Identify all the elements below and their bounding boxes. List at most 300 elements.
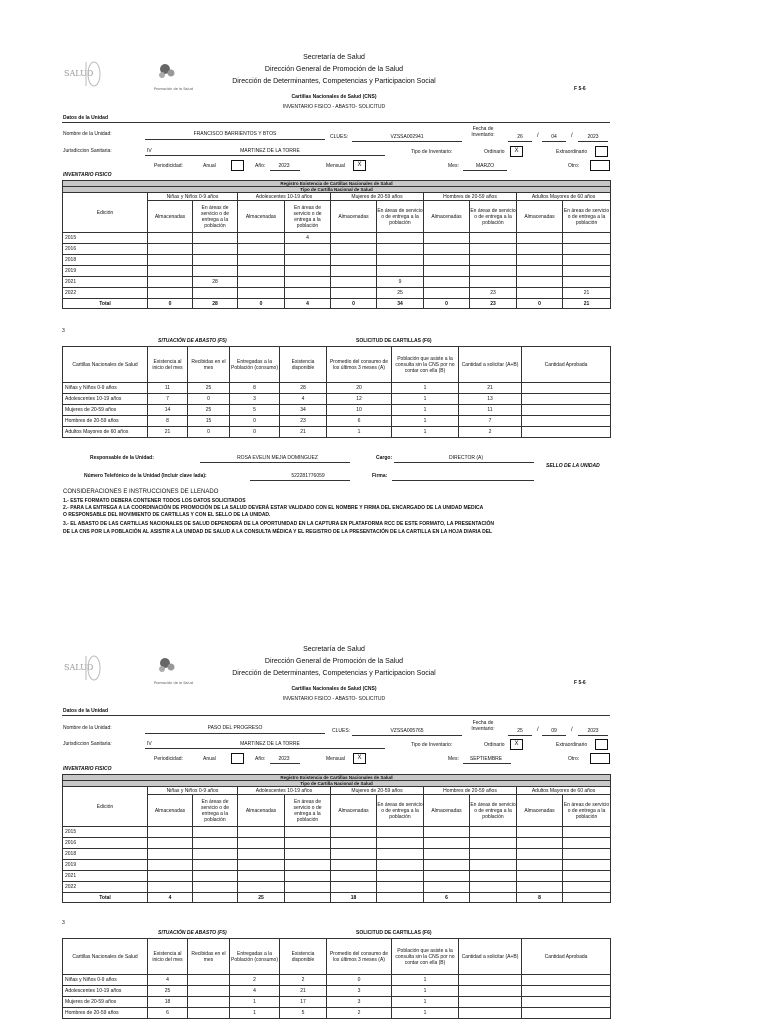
abasto-cell[interactable] xyxy=(522,416,611,427)
table-row xyxy=(63,233,611,244)
extraordinario-checkbox[interactable] xyxy=(595,146,608,157)
abasto-header: Población que asiste a la consulta sin la CNS por no contar con ella (B) xyxy=(392,939,459,975)
telefono-value: 522281776059 xyxy=(291,473,325,479)
table-row xyxy=(63,871,611,882)
abasto-cell[interactable]: 25 xyxy=(148,986,188,997)
sub-header-almacenadas: Almacenadas xyxy=(148,795,193,827)
clues-label: CLUES: xyxy=(330,134,349,140)
abasto-cell[interactable]: 1 xyxy=(327,427,392,438)
abasto-cell[interactable]: 4 xyxy=(148,975,188,986)
inventory-cell[interactable] xyxy=(285,255,331,266)
abasto-cell[interactable]: 13 xyxy=(459,394,522,405)
inventory-cell[interactable] xyxy=(331,266,377,277)
abasto-cell[interactable]: 1 xyxy=(392,1008,459,1019)
abasto-cell[interactable]: 4 xyxy=(280,394,327,405)
inventory-cell[interactable] xyxy=(563,266,611,277)
abasto-cell[interactable] xyxy=(459,997,522,1008)
clues-value: VZSSA005765 xyxy=(390,728,424,734)
abasto-cell[interactable]: 1 xyxy=(230,997,280,1008)
edition-header: Edición xyxy=(63,193,148,233)
inventory-cell[interactable] xyxy=(517,277,563,288)
inventory-cell[interactable] xyxy=(517,882,563,893)
inventory-cell[interactable] xyxy=(193,827,238,838)
abasto-cell[interactable]: 5 xyxy=(230,405,280,416)
abasto-cell[interactable]: 6 xyxy=(327,416,392,427)
abasto-cell[interactable]: 4 xyxy=(230,986,280,997)
inventory-cell[interactable] xyxy=(563,838,611,849)
abasto-cell[interactable]: 21 xyxy=(280,986,327,997)
inventory-cell[interactable] xyxy=(193,860,238,871)
inventory-cell[interactable] xyxy=(148,860,193,871)
anual-checkbox[interactable] xyxy=(231,160,244,171)
abasto-header: Recibidas en el mes xyxy=(188,939,230,975)
inventory-cell[interactable] xyxy=(563,849,611,860)
inventory-cell[interactable] xyxy=(470,244,517,255)
inventory-cell[interactable] xyxy=(424,838,470,849)
abasto-cell[interactable]: 21 xyxy=(148,427,188,438)
unit-name-label: Nombre de la Unidad: xyxy=(63,131,112,137)
inventory-cell[interactable] xyxy=(377,871,424,882)
abasto-header: Cartillas Nacionales de Salud xyxy=(63,939,148,975)
inventory-cell[interactable] xyxy=(563,827,611,838)
instruction-item: 3.- EL ABASTO DE LAS CARTILLAS NACIONALES DE SALUD DEPENDERÁ DE LA OPORTUNIDAD EN LA CAPTURA EN PLATAFORMA RCC DE ESTE FORMATO, LA PRESENTACIÓN xyxy=(63,521,495,527)
abasto-header: Entregadas a la Población (consumo) xyxy=(230,347,280,383)
inventory-cell[interactable] xyxy=(563,882,611,893)
inventory-cell[interactable] xyxy=(470,871,517,882)
inventory-cell[interactable] xyxy=(377,244,424,255)
total-cell: 8 xyxy=(517,893,563,903)
inventory-cell[interactable] xyxy=(517,860,563,871)
inventory-cell[interactable] xyxy=(470,860,517,871)
abasto-cell[interactable]: 15 xyxy=(188,416,230,427)
table-row xyxy=(63,860,611,871)
abasto-cell[interactable]: 2 xyxy=(459,427,522,438)
inventory-cell[interactable] xyxy=(517,244,563,255)
abasto-cell[interactable]: 0 xyxy=(230,416,280,427)
inventory-cell[interactable] xyxy=(517,838,563,849)
inventory-cell[interactable] xyxy=(238,882,285,893)
abasto-header: Cantidad a solicitar (A+B) xyxy=(459,939,522,975)
abasto-cell[interactable]: 0 xyxy=(188,427,230,438)
abasto-cell[interactable]: 0 xyxy=(327,975,392,986)
abasto-row-label: Adultos Mayores de 60 años xyxy=(63,427,148,438)
fecha-label: Fecha de Inventario: xyxy=(471,126,495,138)
fecha-slash-2: / xyxy=(571,133,573,139)
fecha-day: 25 xyxy=(517,728,523,734)
inventory-cell[interactable] xyxy=(238,244,285,255)
inventory-cell[interactable] xyxy=(331,849,377,860)
cargo-label: Cargo: xyxy=(376,455,393,461)
abasto-cell[interactable]: 17 xyxy=(280,997,327,1008)
inventory-cell[interactable] xyxy=(193,255,238,266)
inventory-cell[interactable] xyxy=(517,233,563,244)
inventory-cell[interactable] xyxy=(148,838,193,849)
inventory-cell[interactable] xyxy=(193,871,238,882)
inventory-cell[interactable] xyxy=(377,233,424,244)
inventory-cell[interactable] xyxy=(377,827,424,838)
inventory-cell[interactable] xyxy=(563,277,611,288)
inventory-cell[interactable] xyxy=(193,882,238,893)
juris-num: IV xyxy=(147,148,152,154)
total-cell: 28 xyxy=(193,299,238,309)
header-line-2: Dirección General de Promoción de la Salud xyxy=(264,66,404,73)
inventory-cell[interactable] xyxy=(148,233,193,244)
inventory-cell[interactable] xyxy=(148,871,193,882)
anual-checkbox[interactable] xyxy=(231,753,244,764)
abasto-row-label: Mujeres de 20-59 años xyxy=(63,405,148,416)
abasto-title-f6: SOLICITUD DE CARTILLAS (F6) xyxy=(356,930,432,936)
inventory-cell[interactable] xyxy=(285,860,331,871)
inventory-cell[interactable]: 4 xyxy=(285,233,331,244)
inventory-cell[interactable] xyxy=(424,255,470,266)
sub-header-areas: En áreas de servicio o de entrega a la población xyxy=(470,795,517,827)
mes-label: Mes: xyxy=(448,756,459,762)
abasto-cell[interactable]: 1 xyxy=(392,394,459,405)
juris-name: MARTINEZ DE LA TORRE xyxy=(240,741,300,747)
juris-label: Jurisdiccion Sanitaria: xyxy=(63,148,112,154)
inventory-cell[interactable] xyxy=(424,266,470,277)
abasto-cell[interactable]: 3 xyxy=(327,997,392,1008)
abasto-cell[interactable]: 3 xyxy=(230,394,280,405)
inventory-cell[interactable] xyxy=(193,288,238,299)
inventory-cell[interactable] xyxy=(238,838,285,849)
abasto-cell[interactable]: 25 xyxy=(188,405,230,416)
abasto-header: Cartillas Nacionales de Salud xyxy=(63,347,148,383)
cargo-value: DIRECTOR (A) xyxy=(448,455,484,461)
abasto-cell[interactable] xyxy=(522,975,611,986)
form-code: F 5-6 xyxy=(574,86,586,92)
edition-cell: 2018 xyxy=(63,255,148,266)
inventory-footnote: 3 xyxy=(62,920,65,926)
sub-header-almacenadas: Almacenadas xyxy=(238,795,285,827)
inventory-cell[interactable] xyxy=(148,255,193,266)
inventory-cell[interactable] xyxy=(377,860,424,871)
total-label: Total xyxy=(63,893,148,903)
inventory-cell[interactable] xyxy=(377,882,424,893)
total-cell: 23 xyxy=(470,299,517,309)
inventory-cell[interactable] xyxy=(285,288,331,299)
inventory-cell[interactable] xyxy=(238,849,285,860)
juris-label: Jurisdiccion Sanitaria: xyxy=(63,741,112,747)
inventory-cell[interactable] xyxy=(377,255,424,266)
abasto-cell[interactable]: 20 xyxy=(327,383,392,394)
inventory-cell[interactable] xyxy=(563,871,611,882)
abasto-cell[interactable]: 2 xyxy=(230,975,280,986)
abasto-cell[interactable] xyxy=(522,394,611,405)
abasto-cell[interactable]: 5 xyxy=(280,1008,327,1019)
inventory-cell[interactable] xyxy=(563,233,611,244)
abasto-cell[interactable] xyxy=(522,997,611,1008)
inventory-cell[interactable] xyxy=(424,277,470,288)
fecha-slash-2: / xyxy=(571,727,573,733)
inventory-cell[interactable] xyxy=(424,233,470,244)
inventory-cell[interactable] xyxy=(331,827,377,838)
mensual-checkbox[interactable]: X xyxy=(353,160,366,171)
inventory-cell[interactable] xyxy=(238,827,285,838)
abasto-cell[interactable] xyxy=(188,997,230,1008)
abasto-cell[interactable] xyxy=(459,1008,522,1019)
inventory-cell[interactable] xyxy=(517,827,563,838)
abasto-cell[interactable] xyxy=(522,1008,611,1019)
inventory-cell[interactable] xyxy=(470,882,517,893)
group-header: Mujeres de 20-59 años xyxy=(331,787,424,795)
inventory-cell[interactable] xyxy=(148,288,193,299)
inventory-cell[interactable] xyxy=(470,277,517,288)
abasto-cell[interactable]: 11 xyxy=(459,405,522,416)
otro-field[interactable] xyxy=(590,160,610,171)
abasto-cell[interactable]: 11 xyxy=(148,383,188,394)
abasto-cell[interactable]: 21 xyxy=(280,427,327,438)
telefono-label: Número Telefónico de la Unidad (Incluir clave lada): xyxy=(84,473,207,479)
inventory-cell[interactable]: 28 xyxy=(193,277,238,288)
inventory-cell[interactable] xyxy=(470,233,517,244)
abasto-cell[interactable] xyxy=(459,986,522,997)
total-cell: 4 xyxy=(148,893,193,903)
total-cell: 0 xyxy=(331,299,377,309)
abasto-row-label: Niñas y Niños 0-9 años xyxy=(63,383,148,394)
inventory-cell[interactable] xyxy=(470,838,517,849)
unit-name-value: PASO DEL PROGRESO xyxy=(207,725,263,731)
anio-value: 2023 xyxy=(278,756,290,762)
unit-name-label: Nombre de la Unidad: xyxy=(63,725,112,731)
inventory-cell[interactable] xyxy=(563,255,611,266)
sub-header-almacenadas: Almacenadas xyxy=(148,201,193,233)
abasto-cell[interactable] xyxy=(522,986,611,997)
abasto-cell[interactable]: 0 xyxy=(188,394,230,405)
inventory-cell[interactable] xyxy=(424,871,470,882)
inventory-cell[interactable] xyxy=(517,255,563,266)
abasto-cell[interactable]: 8 xyxy=(230,383,280,394)
prom-logo-text: Promoción de la Salud xyxy=(154,87,193,91)
total-cell: 4 xyxy=(285,299,331,309)
abasto-cell[interactable]: 28 xyxy=(280,383,327,394)
inventory-cell[interactable] xyxy=(563,860,611,871)
abasto-table xyxy=(62,346,611,438)
responsable-value: ROSA EVELIN MEJIA DOMINGUEZ xyxy=(237,455,318,461)
edition-cell: 2018 xyxy=(63,849,148,860)
sub-header-areas: En áreas de servicio o de entrega a la población xyxy=(377,201,424,233)
abasto-cell[interactable] xyxy=(522,383,611,394)
inventory-table xyxy=(62,774,611,903)
abasto-cell[interactable]: 1 xyxy=(230,1008,280,1019)
table-row xyxy=(63,975,611,986)
inventory-cell[interactable] xyxy=(238,233,285,244)
group-header: Hombres de 20-59 años xyxy=(424,193,517,201)
inventory-cell[interactable] xyxy=(238,255,285,266)
abasto-cell[interactable] xyxy=(188,1008,230,1019)
header-line-1: Secretaría de Salud xyxy=(303,54,365,61)
abasto-cell[interactable]: 7 xyxy=(148,394,188,405)
inventory-cell[interactable] xyxy=(285,838,331,849)
inventory-cell[interactable] xyxy=(424,882,470,893)
inventory-cell[interactable] xyxy=(331,860,377,871)
edition-header: Edición xyxy=(63,787,148,827)
promocion-salud-logo-icon xyxy=(152,654,193,688)
inventory-cell[interactable] xyxy=(238,288,285,299)
edition-cell: 2016 xyxy=(63,838,148,849)
abasto-cell[interactable]: 21 xyxy=(459,383,522,394)
edition-cell: 2022 xyxy=(63,882,148,893)
inventory-cell[interactable] xyxy=(331,244,377,255)
abasto-cell[interactable]: 6 xyxy=(148,1008,188,1019)
inventory-cell[interactable] xyxy=(331,288,377,299)
inventory-cell[interactable] xyxy=(238,871,285,882)
inventory-cell[interactable] xyxy=(148,849,193,860)
abasto-cell[interactable]: 25 xyxy=(188,383,230,394)
inventory-cell[interactable] xyxy=(148,827,193,838)
inventory-cell[interactable] xyxy=(331,233,377,244)
otro-label: Otro: xyxy=(568,756,580,762)
inventory-cell[interactable] xyxy=(193,849,238,860)
instruction-item: DE LA CNS POR LA POBLACIÓN AL ASISTIR A LA UNIDAD DE SALUD A LA CONSULTA MÉDICA Y EL REGISTRO DE LA PRESENTACIÓN DE LA CARTILLA EN LA HOJA DIARIA DEL xyxy=(63,529,493,535)
abasto-cell[interactable]: 14 xyxy=(148,405,188,416)
abasto-cell[interactable]: 1 xyxy=(392,383,459,394)
sub-header-areas: En áreas de servicio o de entrega a la población xyxy=(563,201,611,233)
inventory-cell[interactable] xyxy=(238,266,285,277)
inventory-cell[interactable]: 9 xyxy=(377,277,424,288)
inventory-cell[interactable] xyxy=(331,277,377,288)
abasto-cell[interactable]: 3 xyxy=(327,986,392,997)
table-row xyxy=(63,288,611,299)
abasto-cell[interactable] xyxy=(188,986,230,997)
inventory-cell[interactable] xyxy=(148,244,193,255)
inventory-cell[interactable] xyxy=(377,849,424,860)
inventory-cell[interactable] xyxy=(517,849,563,860)
abasto-row-label: Adolescentes 10-19 años xyxy=(63,394,148,405)
inventory-cell[interactable] xyxy=(285,849,331,860)
inventory-cell[interactable] xyxy=(470,827,517,838)
inventory-cell[interactable]: 25 xyxy=(377,288,424,299)
inventory-cell[interactable] xyxy=(424,849,470,860)
table-row xyxy=(63,244,611,255)
abasto-cell[interactable]: 2 xyxy=(280,975,327,986)
inventory-cell[interactable] xyxy=(148,882,193,893)
inventory-cell[interactable] xyxy=(193,838,238,849)
inventory-cell[interactable] xyxy=(331,255,377,266)
inventory-cell[interactable] xyxy=(238,277,285,288)
anual-label: Anual xyxy=(203,756,216,762)
inventory-cell[interactable] xyxy=(285,882,331,893)
instructions-title: CONSIDERACIONES E INSTRUCCIONES DE LLENADO xyxy=(63,489,219,495)
abasto-table xyxy=(62,938,611,1019)
anio-label: Año: xyxy=(255,756,266,762)
sub-header-areas: En áreas de servicio o de entrega a la población xyxy=(285,201,331,233)
abasto-cell[interactable] xyxy=(188,975,230,986)
abasto-row-label: Adolescentes 10-19 años xyxy=(63,986,148,997)
abasto-cell[interactable]: 18 xyxy=(148,997,188,1008)
form-code: F 5-6 xyxy=(574,680,586,686)
abasto-title-f6: SOLICITUD DE CARTILLAS (F6) xyxy=(356,338,432,344)
abasto-cell[interactable]: 8 xyxy=(148,416,188,427)
abasto-cell[interactable]: 10 xyxy=(327,405,392,416)
inventory-cell[interactable] xyxy=(193,244,238,255)
inventory-cell[interactable]: 21 xyxy=(563,288,611,299)
inventory-cell[interactable] xyxy=(148,266,193,277)
inventory-cell[interactable]: 23 xyxy=(470,288,517,299)
inventory-cell[interactable] xyxy=(424,827,470,838)
group-header: Adolescentes 10-19 años xyxy=(238,193,331,201)
fecha-year: 2023 xyxy=(587,134,599,140)
extraordinario-checkbox[interactable] xyxy=(595,739,608,750)
form-2 xyxy=(0,594,768,1024)
abasto-cell[interactable] xyxy=(522,427,611,438)
abasto-cell[interactable]: 2 xyxy=(327,1008,392,1019)
abasto-cell[interactable]: 1 xyxy=(392,975,459,986)
inventory-cell[interactable] xyxy=(285,827,331,838)
inventory-cell[interactable] xyxy=(193,233,238,244)
inventory-cell[interactable] xyxy=(285,244,331,255)
abasto-cell[interactable]: 12 xyxy=(327,394,392,405)
sub-header-areas: En áreas de servicio o de entrega a la población xyxy=(193,201,238,233)
group-header: Niñas y Niños 0-9 años xyxy=(148,193,238,201)
abasto-cell[interactable]: 23 xyxy=(280,416,327,427)
table-row xyxy=(63,838,611,849)
inventory-cell[interactable] xyxy=(193,266,238,277)
inventory-cell[interactable] xyxy=(424,860,470,871)
sub-header-areas: En áreas de servicio o de entrega a la población xyxy=(563,795,611,827)
abasto-cell[interactable]: 1 xyxy=(392,997,459,1008)
inventory-cell[interactable] xyxy=(517,871,563,882)
inventory-cell[interactable] xyxy=(285,871,331,882)
abasto-cell[interactable] xyxy=(522,405,611,416)
ordinario-checkbox[interactable]: X xyxy=(510,146,523,157)
tipo-label: Tipo de Inventario: xyxy=(411,742,453,748)
inventory-cell[interactable] xyxy=(470,266,517,277)
inventory-cell[interactable] xyxy=(377,838,424,849)
inventory-cell[interactable] xyxy=(238,860,285,871)
mensual-checkbox[interactable]: X xyxy=(353,753,366,764)
abasto-cell[interactable]: 1 xyxy=(392,416,459,427)
abasto-cell[interactable] xyxy=(459,975,522,986)
periodicidad-label: Periodicidad: xyxy=(154,756,183,762)
group-header: Niñas y Niños 0-9 años xyxy=(148,787,238,795)
inventory-cell[interactable] xyxy=(285,277,331,288)
inventory-cell[interactable] xyxy=(563,244,611,255)
inventory-cell[interactable] xyxy=(424,288,470,299)
tipo-label: Tipo de Inventario: xyxy=(411,149,453,155)
inventory-cell[interactable] xyxy=(331,838,377,849)
inventory-cell[interactable] xyxy=(517,266,563,277)
mes-value: MARZO xyxy=(475,163,495,169)
fecha-day: 26 xyxy=(517,134,523,140)
inventory-cell[interactable] xyxy=(470,255,517,266)
sub-header-areas: En áreas de servicio o de entrega a la población xyxy=(470,201,517,233)
inventory-cell[interactable] xyxy=(470,849,517,860)
abasto-cell[interactable]: 1 xyxy=(392,986,459,997)
inventory-cell[interactable] xyxy=(377,266,424,277)
abasto-cell[interactable]: 34 xyxy=(280,405,327,416)
abasto-cell[interactable]: 1 xyxy=(392,405,459,416)
ordinario-label: Ordinario xyxy=(484,742,505,748)
edition-cell: 2015 xyxy=(63,233,148,244)
table-row xyxy=(63,882,611,893)
abasto-cell[interactable]: 0 xyxy=(230,427,280,438)
mensual-label: Mensual xyxy=(326,756,345,762)
inventory-title-2: Tipo de Cartilla Nacional de Salud xyxy=(63,187,611,193)
anio-value: 2023 xyxy=(278,163,290,169)
inventory-cell[interactable] xyxy=(517,288,563,299)
inventory-cell[interactable] xyxy=(285,266,331,277)
otro-field[interactable] xyxy=(590,753,610,764)
unit-section-title: Datos de la Unidad xyxy=(63,115,109,121)
inventory-cell[interactable] xyxy=(148,277,193,288)
abasto-cell[interactable]: 7 xyxy=(459,416,522,427)
inventory-cell[interactable] xyxy=(331,871,377,882)
inventory-cell[interactable] xyxy=(331,882,377,893)
inventory-cell[interactable] xyxy=(424,244,470,255)
ordinario-checkbox[interactable]: X xyxy=(510,739,523,750)
abasto-cell[interactable]: 1 xyxy=(392,427,459,438)
